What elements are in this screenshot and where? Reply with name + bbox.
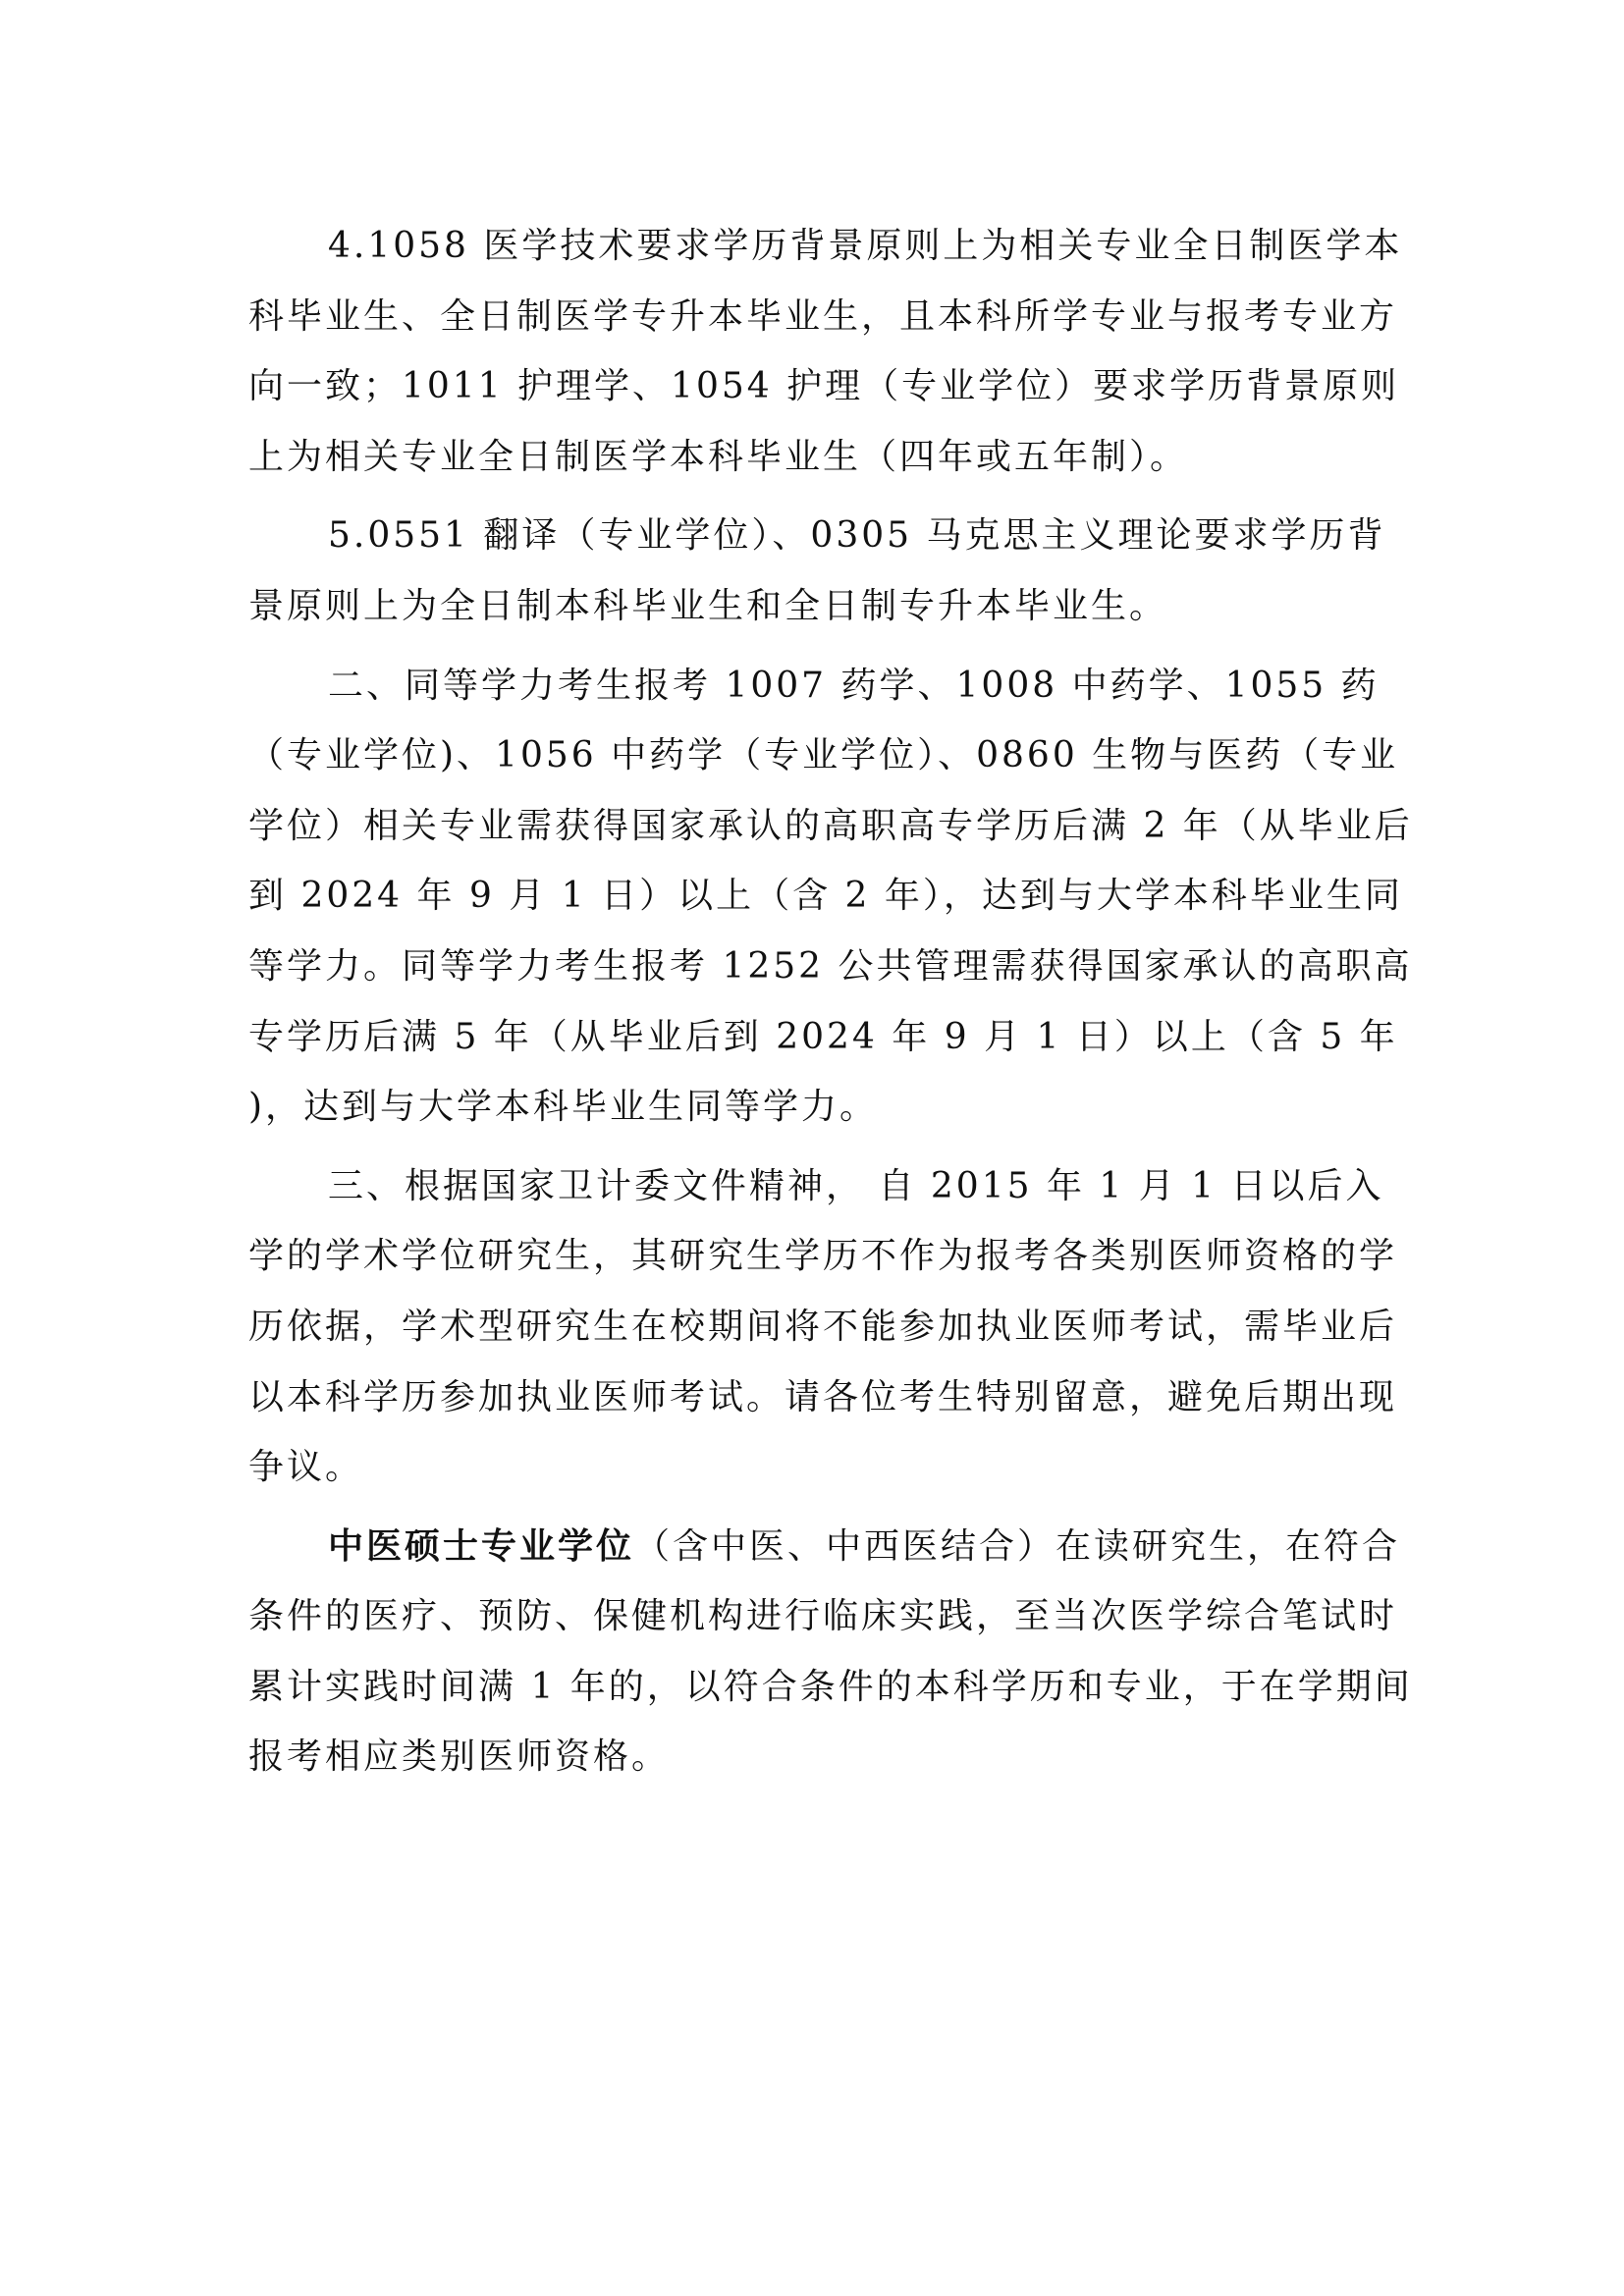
paragraph-text: 4.1058 医学技术要求学历背景原则上为相关专业全日制医学本科毕业生、全日制医学专升本毕业生，且本科所学专业与报考专业方向一致；1011 护理学、1054 护理（专业学位）要求学历背景原则上为相关专业全日制医学本科毕业生（四年或五年制）。	[248, 226, 1403, 477]
paragraph-section-3	[248, 1151, 1417, 1503]
paragraph-item-5	[248, 501, 1417, 641]
paragraph-bold-lead: 中医硕士专业学位	[328, 1524, 635, 1567]
paragraph-section-2	[248, 651, 1417, 1143]
paragraph-text: （含中医、中西医结合）在读研究生，在符合条件的医疗、预防、保健机构进行临床实践，至当次医学综合笔试时累计实践时间满 1 年的，以符合条件的本科学历和专业，于在学期间报考相应类别医师资格。	[248, 1525, 1413, 1778]
paragraph-text: 5.0551 翻译（专业学位）、0305 马克思主义理论要求学历背景原则上为全日制本科毕业生和全日制专升本毕业生。	[248, 515, 1386, 626]
paragraph-text: 二、同等学力考生报考 1007 药学、1008 中药学、1055 药（专业学位)、1056 中药学（专业学位）、0860 生物与医药（专业学位）相关专业需获得国家承认的高职高专学历后满 2 年（从毕业后到 2024 年 9 月 1 日）以上（含 2 年），达到与大学本科毕业生同等学力。同等学力考生报考 1252 公共管理需获得国家承认的高职高专学历后满 5 年（从毕业后到 2024 年 9 月 1 日）以上（含 5 年 )，达到与大学本科毕业生同等学力。	[248, 665, 1413, 1128]
document-body	[248, 211, 1417, 1801]
paragraph-tcm-note	[248, 1512, 1417, 1792]
paragraph-item-4	[248, 211, 1417, 492]
paragraph-text: 三、根据国家卫计委文件精神， 自 2015 年 1 月 1 日以后入学的学术学位研究生，其研究生学历不作为报考各类别医师资格的学历依据，学术型研究生在校期间将不能参加执业医师考试，需毕业后以本科学历参加执业医师考试。请各位考生特别留意，避免后期出现争议。	[248, 1165, 1398, 1488]
